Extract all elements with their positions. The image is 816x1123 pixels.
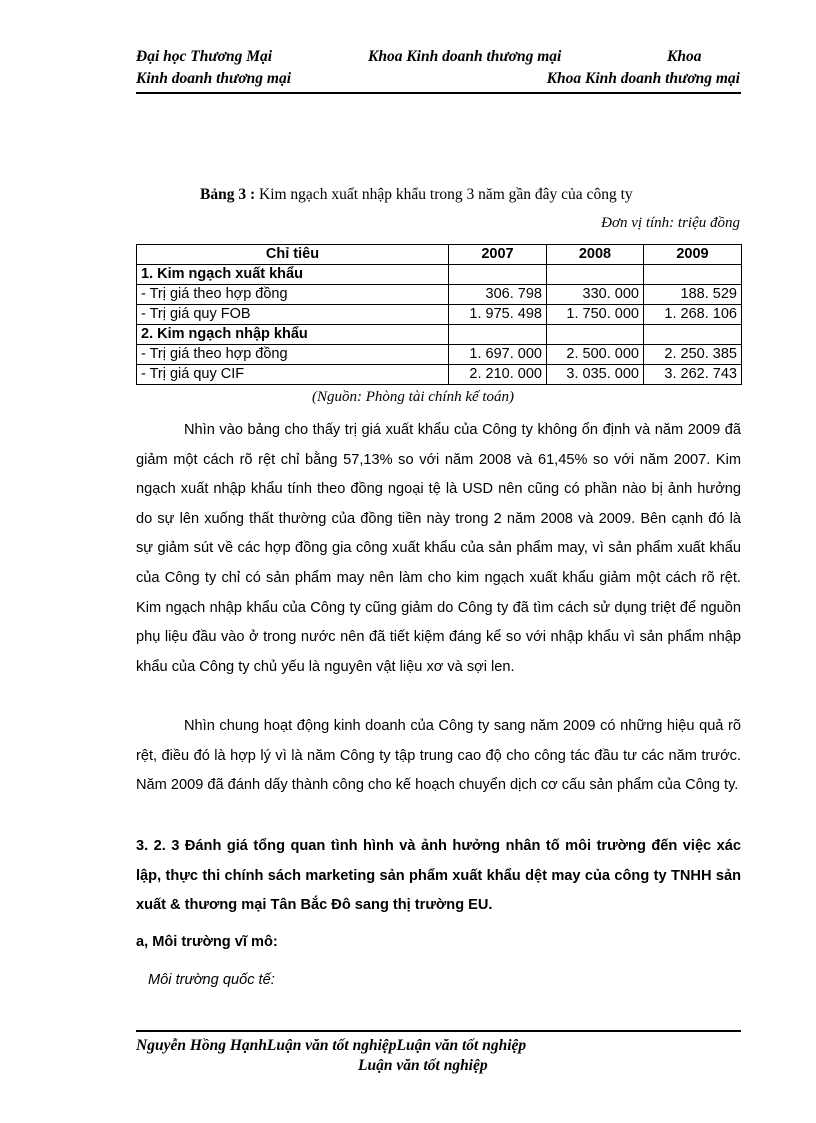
table-source: (Nguồn: Phòng tài chính kế toán): [312, 389, 515, 405]
row-label: - Trị giá quy CIF: [137, 365, 449, 385]
table-row: [137, 325, 742, 345]
cell-value: [644, 325, 742, 345]
cell-value: 3. 262. 743: [644, 365, 742, 385]
cell-value: 2. 210. 000: [449, 365, 547, 385]
col-header-2007: 2007: [449, 245, 547, 265]
cell-value: 3. 035. 000: [547, 365, 644, 385]
table-row: [137, 305, 742, 325]
header-department: Kinh doanh thương mại: [136, 70, 292, 87]
footer-rule: [136, 1030, 741, 1032]
paragraph-analysis: [136, 416, 741, 682]
row-label: - Trị giá theo hợp đồng: [137, 345, 449, 365]
cell-value: 306. 798: [449, 285, 547, 305]
header-rule: [136, 92, 741, 94]
export-import-table: [136, 244, 742, 385]
cell-value: 1. 268. 106: [644, 305, 742, 325]
header-faculty-short: Khoa: [667, 48, 702, 65]
unit-label: Đơn vị tính: triệu đồng: [601, 215, 740, 231]
col-header-indicator: Chỉ tiêu: [137, 245, 449, 265]
header-faculty: Khoa Kinh doanh thương mại: [368, 48, 562, 65]
footer-author: Nguyễn Hồng HạnhLuận văn tốt nghiệpLuận văn tốt nghiệp: [136, 1037, 527, 1054]
table-header-row: [137, 245, 742, 265]
table-row: [137, 365, 742, 385]
table-title-prefix: Bảng 3 :: [200, 186, 256, 203]
footer-thesis: Luận văn tốt nghiệp: [358, 1057, 488, 1074]
table-row: [137, 285, 742, 305]
paragraph-analysis-text: Nhìn vào bảng cho thấy trị giá xuất khẩu của Công ty không ổn định và năm 2009 đã giảm một cách rõ rệt chỉ bằng 57,13% so với năm 2008 và 61,45% so với năm 2007. Kim ngạch xuất nhập khẩu tính theo đồng ngoại tệ là USD nên cũng có phần nào bị ảnh hưởng do sự lên xuống thất thường của đồng tiền này trong 2 năm 2008 và 2009. Bên cạnh đó là sự giảm sút về các hợp đồng gia công xuất khẩu của sản phẩm may, vì sản phẩm xuất khẩu của Công ty chỉ có sản phẩm may nên làm cho kim ngạch xuất khẩu giảm một cách rõ rệt. Kim ngạch nhập khẩu của Công ty cũng giảm do Công ty đã tìm cách sử dụng triệt để nguồn phụ liệu đầu vào ở trong nước nên đã tiết kiệm đáng kể so với nhập khẩu vì sản phẩm nhập khẩu của Công ty chủ yếu là nguyên vật liệu xơ và sợi len.: [136, 422, 741, 675]
header-university: Đại học Thương Mại: [136, 48, 273, 65]
col-header-2009: 2009: [644, 245, 742, 265]
cell-value: 1. 750. 000: [547, 305, 644, 325]
cell-value: 1. 975. 498: [449, 305, 547, 325]
cell-value: 1. 697. 000: [449, 345, 547, 365]
cell-value: 188. 529: [644, 285, 742, 305]
table-row: [137, 345, 742, 365]
paragraph-summary-text: Nhìn chung hoạt động kinh doanh của Công ty sang năm 2009 có những hiệu quả rõ rệt, điều đó là hợp lý vì là năm Công ty tập trung cao độ cho công tác đầu tư các năm trước. Năm 2009 đã đánh dấy thành công cho kế hoạch chuyển dịch cơ cấu sản phẩm của Công ty.: [136, 718, 741, 794]
cell-value: [547, 325, 644, 345]
section-heading: 3. 2. 3 Đánh giá tổng quan tình hình và ảnh hưởng nhân tố môi trường đến việc xác lập, thực thi chính sách marketing sản phẩm xuất khẩu dệt may của công ty TNHH sản xuất & thương mại Tân Bắc Đô sang thị trường EU.: [136, 838, 741, 914]
cell-value: [449, 265, 547, 285]
row-label: 2. Kim ngạch nhập khẩu: [137, 325, 449, 345]
table-title: [200, 186, 633, 204]
paragraph-summary: [136, 712, 741, 801]
cell-value: [547, 265, 644, 285]
cell-value: 2. 500. 000: [547, 345, 644, 365]
row-label: 1. Kim ngạch xuất khẩu: [137, 265, 449, 285]
cell-value: [644, 265, 742, 285]
cell-value: [449, 325, 547, 345]
header-department-right: Khoa Kinh doanh thương mại: [546, 70, 740, 87]
row-label: - Trị giá quy FOB: [137, 305, 449, 325]
row-label: - Trị giá theo hợp đồng: [137, 285, 449, 305]
cell-value: 330. 000: [547, 285, 644, 305]
table-row: [137, 265, 742, 285]
col-header-2008: 2008: [547, 245, 644, 265]
subheading-international-environment: Môi trường quốc tế:: [148, 972, 275, 988]
cell-value: 2. 250. 385: [644, 345, 742, 365]
subheading-macro-environment: a, Môi trường vĩ mô:: [136, 934, 278, 950]
table-title-text: Kim ngạch xuất nhập khẩu trong 3 năm gần đây của công ty: [259, 186, 633, 203]
